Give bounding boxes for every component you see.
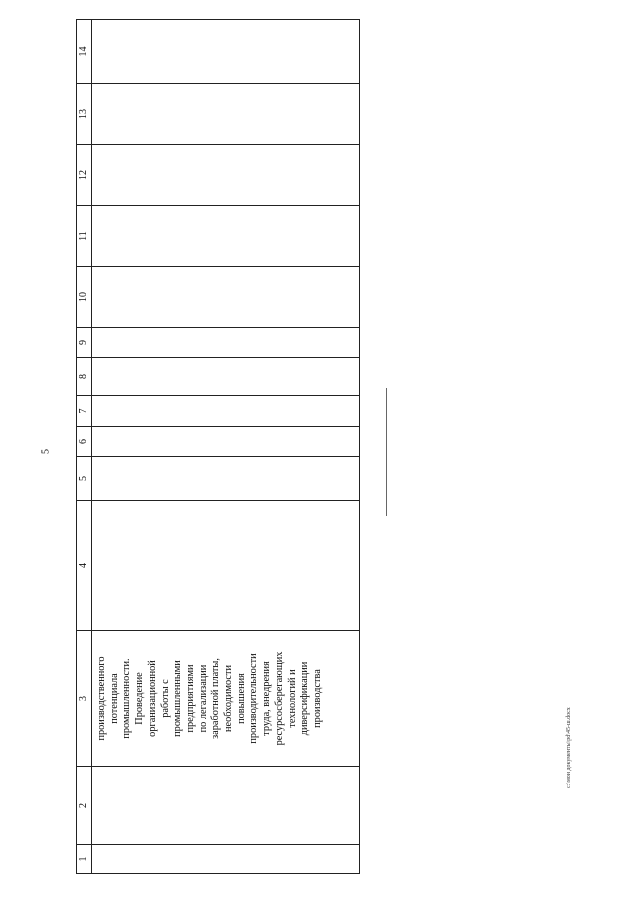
description-line: потенциала bbox=[108, 673, 120, 724]
description-line: производительности bbox=[248, 653, 260, 744]
description-line: организационной bbox=[146, 660, 158, 737]
column-number: 3 bbox=[77, 631, 92, 767]
table-cell bbox=[92, 501, 360, 631]
column-number: 9 bbox=[77, 328, 92, 358]
table-cell-description bbox=[92, 631, 360, 767]
rotated-table-wrapper bbox=[76, 20, 360, 874]
table-cell bbox=[92, 845, 360, 874]
description-line: необходимости bbox=[223, 665, 235, 732]
column-number: 10 bbox=[77, 267, 92, 328]
table-cell bbox=[92, 206, 360, 267]
table-cell bbox=[92, 767, 360, 845]
description-line: технологий и bbox=[286, 669, 298, 728]
description-line: по легализации bbox=[197, 664, 209, 733]
column-number: 11 bbox=[77, 206, 92, 267]
column-number: 2 bbox=[77, 767, 92, 845]
column-number: 1 bbox=[77, 845, 92, 874]
column-number: 13 bbox=[77, 84, 92, 145]
table-cell bbox=[92, 145, 360, 206]
column-number: 14 bbox=[77, 20, 92, 84]
table-cell bbox=[92, 427, 360, 457]
description-line: Проведение bbox=[134, 672, 146, 725]
table-header-row bbox=[77, 20, 92, 874]
description-line: работы с bbox=[159, 679, 171, 718]
table-row bbox=[92, 20, 360, 874]
table-cell bbox=[92, 84, 360, 145]
table-cell bbox=[92, 457, 360, 501]
column-number: 4 bbox=[77, 501, 92, 631]
page-number: 5 bbox=[40, 449, 52, 454]
description-line: повышения bbox=[235, 673, 247, 724]
column-number: 5 bbox=[77, 457, 92, 501]
table-cell bbox=[92, 267, 360, 328]
table-cell bbox=[92, 20, 360, 84]
description-line: заработной платы, bbox=[210, 658, 222, 739]
column-number: 12 bbox=[77, 145, 92, 206]
footer-separator-line bbox=[386, 388, 387, 516]
description-line: диверсификации bbox=[299, 661, 311, 736]
data-table bbox=[76, 19, 360, 874]
description-line: промышленности. bbox=[121, 658, 133, 739]
table-cell bbox=[92, 328, 360, 358]
description-line: ресурсосберегающих bbox=[273, 651, 285, 746]
description-line: промышленными bbox=[172, 660, 184, 737]
description-line: предприятиями bbox=[184, 664, 196, 733]
column-number: 8 bbox=[77, 358, 92, 396]
description-line: труда, внедрения bbox=[261, 661, 273, 736]
description-line: производства bbox=[311, 669, 323, 728]
column-number: 7 bbox=[77, 396, 92, 427]
footer-file-path: c:\мои документы\pd\45-ш.docx bbox=[566, 707, 572, 788]
column-number: 6 bbox=[77, 427, 92, 457]
description-line: производственного bbox=[96, 656, 107, 741]
table-cell bbox=[92, 358, 360, 396]
table-cell bbox=[92, 396, 360, 427]
